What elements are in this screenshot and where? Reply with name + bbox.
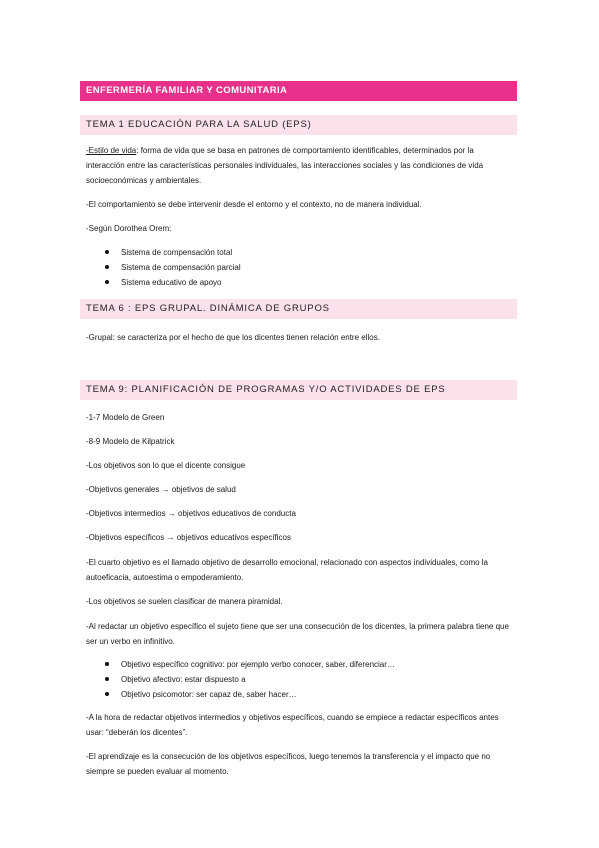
document-title: ENFERMERÍA FAMILIAR Y COMUNITARIA	[80, 81, 517, 101]
list-item: Sistema de compensación total	[86, 245, 511, 260]
section-title-tema-6: TEMA 6 : EPS GRUPAL. DINÁMICA DE GRUPOS	[80, 299, 517, 319]
paragraph-line: -Los objetivos son lo que el dicente consigue	[86, 461, 246, 470]
list-item: Sistema educativo de apoyo	[86, 275, 511, 290]
list-item: Objetivo psicomotor: ser capaz de, saber hacer…	[86, 687, 511, 702]
paragraph-orem: -Según Dorothea Orem:	[86, 224, 172, 233]
paragraph-line: -El aprendizaje es la consecución de los objetivos específicos, luego tenemos la transferencia y el impacto que no siempre se pueden evaluar al momento.	[86, 752, 491, 776]
paragraph-line: -Objetivos generales → objetivos de salud	[86, 485, 236, 494]
paragraph-line: -Los objetivos se suelen clasificar de manera piramidal.	[86, 597, 283, 606]
paragraph-line: -A la hora de redactar objetivos intermedios y objetivos específicos, cuando se empiece a redactar específicos antes usar: “deberán los dicentes”.	[86, 713, 499, 737]
paragraph-line: -Objetivos intermedios → objetivos educativos de conducta	[86, 509, 296, 518]
list-item: Objetivo específico cognitivo: por ejemplo verbo conocer, saber, diferenciar…	[86, 657, 511, 672]
bullet-dot-icon	[105, 677, 109, 681]
paragraph-grupal: -Grupal: se caracteriza por el hecho de que los dicentes tienen relación entre ellos.	[86, 333, 380, 342]
bullet-dot-icon	[105, 280, 109, 284]
paragraph-line: -1-7 Modelo de Green	[86, 413, 165, 422]
paragraph-line: -Al redactar un objetivo específico el sujeto tiene que ser una consecución de los dicentes, la primera palabra tiene que ser un verbo en infinitivo.	[86, 622, 509, 646]
definition-estilo-de-vida: : forma de vida que se basa en patrones de comportamiento identificables, determinados por la interacción entre las características personales individuales, las interacciones sociales y las condiciones de vida socioeconómicas y ambientales.	[86, 146, 484, 185]
list-item: Objetivo afectivo: estar dispuesto a	[86, 672, 511, 687]
bullet-dot-icon	[105, 692, 109, 696]
paragraph-line: -Objetivos específicos → objetivos educativos específicos	[86, 533, 291, 542]
term-estilo-de-vida: -Estilo de vida	[86, 146, 137, 155]
paragraph-line: -El cuarto objetivo es el llamado objetivo de desarrollo emocional, relacionado con aspectos individuales, como la autoeficacia, autoestima o empoderamiento.	[86, 558, 489, 582]
orem-bullet-list	[86, 245, 511, 290]
bullet-dot-icon	[105, 662, 109, 666]
paragraph-estilo-de-vida	[86, 143, 511, 188]
paragraph-line: -8-9 Modelo de Kilpatrick	[86, 437, 175, 446]
objetivos-bullet-list	[86, 657, 511, 702]
paragraph-comportamiento: -El comportamiento se debe intervenir desde el entorno y el contexto, no de manera individual.	[86, 200, 422, 209]
bullet-dot-icon	[105, 265, 109, 269]
list-item: Sistema de compensación parcial	[86, 260, 511, 275]
section-title-tema-9: TEMA 9: PLANIFICACIÓN DE PROGRAMAS Y/O ACTIVIDADES DE EPS	[80, 380, 517, 400]
bullet-dot-icon	[105, 250, 109, 254]
section-title-tema-1: TEMA 1 EDUCACIÓN PARA LA SALUD (EPS)	[80, 115, 517, 135]
